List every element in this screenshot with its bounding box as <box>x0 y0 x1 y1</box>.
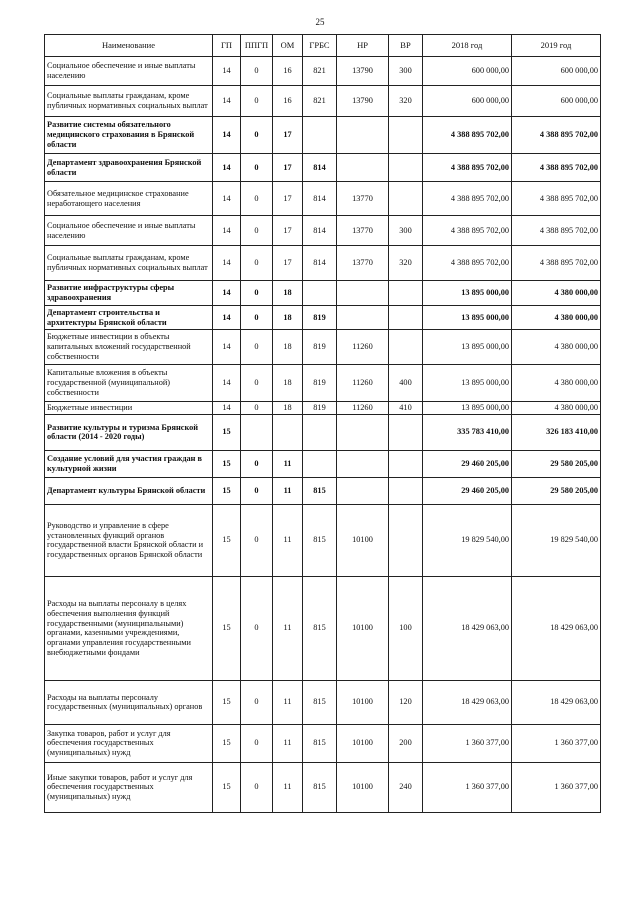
row-amount-2019: 1 360 377,00 <box>512 762 601 812</box>
row-ppgp: 0 <box>241 86 273 117</box>
row-name: Социальное обеспечение и иные выплаты населению <box>45 57 213 86</box>
row-vr <box>389 504 423 576</box>
row-gp: 14 <box>213 182 241 216</box>
row-gp: 15 <box>213 414 241 450</box>
row-amount-2018: 4 388 895 702,00 <box>423 117 512 154</box>
row-amount-2018: 13 895 000,00 <box>423 365 512 402</box>
row-nr: 13770 <box>337 216 389 246</box>
row-ppgp: 0 <box>241 330 273 365</box>
table-row <box>45 450 601 477</box>
row-name: Капитальные вложения в объекты государственной (муниципальной) собственности <box>45 365 213 402</box>
row-amount-2019: 29 580 205,00 <box>512 477 601 504</box>
row-nr <box>337 281 389 306</box>
row-gp: 14 <box>213 117 241 154</box>
row-om <box>273 414 303 450</box>
row-amount-2018: 335 783 410,00 <box>423 414 512 450</box>
row-amount-2019: 4 388 895 702,00 <box>512 117 601 154</box>
row-grbs: 814 <box>303 182 337 216</box>
row-amount-2018: 18 429 063,00 <box>423 576 512 680</box>
row-vr: 320 <box>389 86 423 117</box>
row-om: 17 <box>273 246 303 281</box>
row-name: Бюджетные инвестиции <box>45 402 213 415</box>
table-row <box>45 306 601 330</box>
row-amount-2019: 600 000,00 <box>512 86 601 117</box>
row-om: 11 <box>273 504 303 576</box>
row-ppgp: 0 <box>241 117 273 154</box>
row-amount-2019: 4 380 000,00 <box>512 306 601 330</box>
row-grbs: 819 <box>303 365 337 402</box>
row-name: Социальное обеспечение и иные выплаты населению <box>45 216 213 246</box>
row-vr <box>389 477 423 504</box>
table-row <box>45 762 601 812</box>
row-om: 17 <box>273 216 303 246</box>
row-name: Обязательное медицинское страхование неработающего населения <box>45 182 213 216</box>
table-row <box>45 117 601 154</box>
row-amount-2019: 1 360 377,00 <box>512 724 601 762</box>
row-gp: 14 <box>213 402 241 415</box>
table-row <box>45 86 601 117</box>
row-name: Создание условий для участия граждан в культурной жизни <box>45 450 213 477</box>
row-ppgp: 0 <box>241 477 273 504</box>
row-name: Развитие системы обязательного медицинского страхования в Брянской области <box>45 117 213 154</box>
row-om: 17 <box>273 154 303 182</box>
row-om: 11 <box>273 762 303 812</box>
row-nr: 13770 <box>337 246 389 281</box>
row-amount-2018: 13 895 000,00 <box>423 330 512 365</box>
row-amount-2018: 1 360 377,00 <box>423 724 512 762</box>
row-ppgp: 0 <box>241 365 273 402</box>
row-name: Развитие инфраструктуры сферы здравоохранения <box>45 281 213 306</box>
row-amount-2019: 18 429 063,00 <box>512 680 601 724</box>
page-number: 25 <box>315 17 325 27</box>
row-vr: 200 <box>389 724 423 762</box>
row-grbs: 821 <box>303 86 337 117</box>
row-om: 16 <box>273 86 303 117</box>
row-grbs <box>303 414 337 450</box>
row-amount-2019: 4 380 000,00 <box>512 402 601 415</box>
row-amount-2019: 4 388 895 702,00 <box>512 246 601 281</box>
table-row <box>45 281 601 306</box>
row-grbs: 819 <box>303 306 337 330</box>
row-amount-2018: 4 388 895 702,00 <box>423 216 512 246</box>
col-header-vr: ВР <box>389 35 423 57</box>
row-amount-2019: 4 388 895 702,00 <box>512 216 601 246</box>
row-amount-2019: 4 380 000,00 <box>512 330 601 365</box>
row-gp: 15 <box>213 477 241 504</box>
col-header-2019: 2019 год <box>512 35 601 57</box>
row-amount-2018: 4 388 895 702,00 <box>423 246 512 281</box>
row-nr <box>337 306 389 330</box>
row-ppgp: 0 <box>241 450 273 477</box>
row-om: 17 <box>273 117 303 154</box>
row-om: 18 <box>273 365 303 402</box>
budget-table <box>44 34 601 813</box>
row-gp: 15 <box>213 504 241 576</box>
row-gp: 14 <box>213 365 241 402</box>
row-grbs: 815 <box>303 576 337 680</box>
row-amount-2019: 19 829 540,00 <box>512 504 601 576</box>
row-gp: 14 <box>213 246 241 281</box>
row-gp: 14 <box>213 86 241 117</box>
row-nr <box>337 154 389 182</box>
col-header-grbs: ГРБС <box>303 35 337 57</box>
row-om: 11 <box>273 450 303 477</box>
row-gp: 14 <box>213 57 241 86</box>
row-vr: 100 <box>389 576 423 680</box>
row-nr: 13790 <box>337 86 389 117</box>
row-ppgp: 0 <box>241 402 273 415</box>
row-grbs: 819 <box>303 402 337 415</box>
row-nr: 11260 <box>337 402 389 415</box>
row-vr: 300 <box>389 216 423 246</box>
table-row <box>45 576 601 680</box>
row-vr <box>389 414 423 450</box>
row-ppgp <box>241 414 273 450</box>
row-gp: 14 <box>213 306 241 330</box>
row-vr <box>389 330 423 365</box>
row-ppgp: 0 <box>241 57 273 86</box>
row-name: Иные закупки товаров, работ и услуг для обеспечения государственных (муниципальных) нужд <box>45 762 213 812</box>
row-amount-2018: 13 895 000,00 <box>423 306 512 330</box>
row-gp: 15 <box>213 762 241 812</box>
row-ppgp: 0 <box>241 281 273 306</box>
row-nr: 10100 <box>337 762 389 812</box>
row-name: Департамент строительства и архитектуры Брянской области <box>45 306 213 330</box>
col-header-gp: ГП <box>213 35 241 57</box>
table-row <box>45 402 601 415</box>
row-ppgp: 0 <box>241 504 273 576</box>
row-gp: 14 <box>213 154 241 182</box>
row-name: Закупка товаров, работ и услуг для обеспечения государственных (муниципальных) нужд <box>45 724 213 762</box>
row-ppgp: 0 <box>241 576 273 680</box>
row-nr: 13790 <box>337 57 389 86</box>
row-amount-2019: 29 580 205,00 <box>512 450 601 477</box>
row-gp: 14 <box>213 330 241 365</box>
row-gp: 14 <box>213 216 241 246</box>
col-header-2018: 2018 год <box>423 35 512 57</box>
row-vr <box>389 306 423 330</box>
col-header-ppgp: ППГП <box>241 35 273 57</box>
row-om: 18 <box>273 306 303 330</box>
row-amount-2018: 29 460 205,00 <box>423 477 512 504</box>
row-gp: 15 <box>213 724 241 762</box>
row-om: 17 <box>273 182 303 216</box>
row-om: 18 <box>273 281 303 306</box>
col-header-nr: НР <box>337 35 389 57</box>
row-ppgp: 0 <box>241 724 273 762</box>
row-name: Руководство и управление в сфере установленных функций органов государственной власти Брянской области и государственных органов Брянской области <box>45 504 213 576</box>
row-ppgp: 0 <box>241 154 273 182</box>
row-ppgp: 0 <box>241 216 273 246</box>
row-vr <box>389 450 423 477</box>
row-grbs: 814 <box>303 216 337 246</box>
table-row <box>45 504 601 576</box>
row-amount-2019: 4 380 000,00 <box>512 365 601 402</box>
row-amount-2018: 600 000,00 <box>423 86 512 117</box>
row-amount-2019: 4 380 000,00 <box>512 281 601 306</box>
row-grbs: 815 <box>303 724 337 762</box>
table-row <box>45 57 601 86</box>
row-nr: 13770 <box>337 182 389 216</box>
row-ppgp: 0 <box>241 182 273 216</box>
table-row <box>45 680 601 724</box>
table-row <box>45 414 601 450</box>
row-nr <box>337 450 389 477</box>
row-om: 18 <box>273 330 303 365</box>
row-grbs: 819 <box>303 330 337 365</box>
row-amount-2019: 600 000,00 <box>512 57 601 86</box>
row-om: 11 <box>273 477 303 504</box>
row-nr: 10100 <box>337 724 389 762</box>
table-row <box>45 216 601 246</box>
row-ppgp: 0 <box>241 680 273 724</box>
row-nr: 10100 <box>337 680 389 724</box>
row-amount-2019: 4 388 895 702,00 <box>512 182 601 216</box>
row-grbs: 815 <box>303 477 337 504</box>
table-row <box>45 182 601 216</box>
row-om: 11 <box>273 576 303 680</box>
row-grbs: 815 <box>303 680 337 724</box>
row-vr: 320 <box>389 246 423 281</box>
row-name: Расходы на выплаты персоналу в целях обеспечения выполнения функций государственными (муниципальными) органами, казенными учреждениями, органами управления государственными внебюджетными фондами <box>45 576 213 680</box>
row-vr <box>389 281 423 306</box>
row-amount-2018: 1 360 377,00 <box>423 762 512 812</box>
row-ppgp: 0 <box>241 762 273 812</box>
row-amount-2019: 4 388 895 702,00 <box>512 154 601 182</box>
row-om: 16 <box>273 57 303 86</box>
row-name: Расходы на выплаты персоналу государственных (муниципальных) органов <box>45 680 213 724</box>
row-grbs <box>303 281 337 306</box>
row-vr <box>389 154 423 182</box>
row-amount-2018: 29 460 205,00 <box>423 450 512 477</box>
row-nr <box>337 414 389 450</box>
row-gp: 14 <box>213 281 241 306</box>
row-vr <box>389 117 423 154</box>
col-header-om: ОМ <box>273 35 303 57</box>
row-ppgp: 0 <box>241 246 273 281</box>
table-row <box>45 154 601 182</box>
row-grbs: 821 <box>303 57 337 86</box>
row-nr: 11260 <box>337 330 389 365</box>
row-amount-2019: 18 429 063,00 <box>512 576 601 680</box>
row-ppgp: 0 <box>241 306 273 330</box>
table-row <box>45 246 601 281</box>
row-grbs: 815 <box>303 504 337 576</box>
row-amount-2018: 18 429 063,00 <box>423 680 512 724</box>
row-nr: 10100 <box>337 576 389 680</box>
table-row <box>45 365 601 402</box>
row-om: 18 <box>273 402 303 415</box>
row-om: 11 <box>273 724 303 762</box>
table-body <box>45 57 601 813</box>
row-name: Социальные выплаты гражданам, кроме публичных нормативных социальных выплат <box>45 246 213 281</box>
row-vr: 240 <box>389 762 423 812</box>
row-vr: 410 <box>389 402 423 415</box>
row-grbs <box>303 117 337 154</box>
row-nr: 11260 <box>337 365 389 402</box>
row-om: 11 <box>273 680 303 724</box>
table-row <box>45 477 601 504</box>
row-nr <box>337 477 389 504</box>
row-name: Развитие культуры и туризма Брянской области (2014 - 2020 годы) <box>45 414 213 450</box>
row-grbs: 815 <box>303 762 337 812</box>
row-amount-2018: 4 388 895 702,00 <box>423 182 512 216</box>
row-name: Департамент здравоохранения Брянской области <box>45 154 213 182</box>
row-gp: 15 <box>213 576 241 680</box>
table-row <box>45 724 601 762</box>
table-row <box>45 330 601 365</box>
row-amount-2018: 19 829 540,00 <box>423 504 512 576</box>
row-vr: 300 <box>389 57 423 86</box>
row-nr: 10100 <box>337 504 389 576</box>
row-vr <box>389 182 423 216</box>
row-amount-2018: 4 388 895 702,00 <box>423 154 512 182</box>
row-gp: 15 <box>213 450 241 477</box>
row-vr: 400 <box>389 365 423 402</box>
row-gp: 15 <box>213 680 241 724</box>
row-name: Департамент культуры Брянской области <box>45 477 213 504</box>
row-amount-2018: 13 895 000,00 <box>423 402 512 415</box>
table-header-row <box>45 35 601 57</box>
row-amount-2018: 600 000,00 <box>423 57 512 86</box>
row-amount-2018: 13 895 000,00 <box>423 281 512 306</box>
row-name: Социальные выплаты гражданам, кроме публичных нормативных социальных выплат <box>45 86 213 117</box>
row-vr: 120 <box>389 680 423 724</box>
col-header-name: Наименование <box>45 35 213 57</box>
row-grbs: 814 <box>303 246 337 281</box>
row-grbs <box>303 450 337 477</box>
row-nr <box>337 117 389 154</box>
row-name: Бюджетные инвестиции в объекты капитальных вложений государственной собственности <box>45 330 213 365</box>
row-grbs: 814 <box>303 154 337 182</box>
row-amount-2019: 326 183 410,00 <box>512 414 601 450</box>
